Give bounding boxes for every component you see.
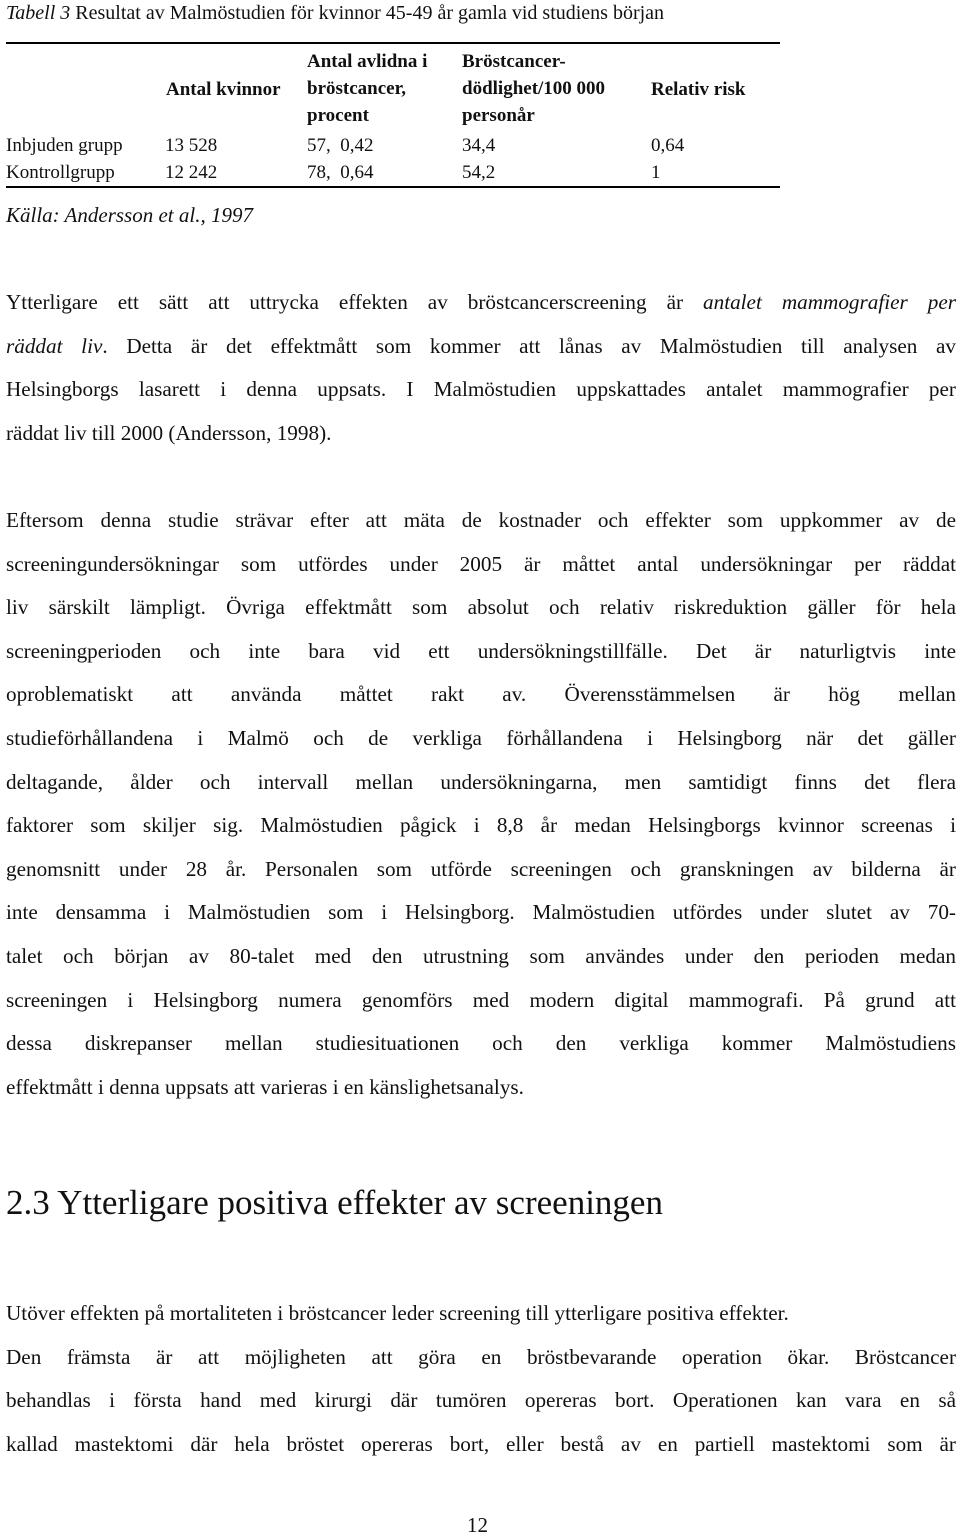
paragraph-line [6,281,956,325]
cell-deceased: 57, 0,42 [307,135,374,156]
header-risk [651,76,745,103]
cell-women: 13 528 [165,135,218,156]
paragraph-effect-measure [6,499,956,1109]
paragraph-line: studieförhållandena i Malmö och de verkliga förhållandena i Helsingborg när det gäller [6,725,956,750]
table-header [6,44,780,132]
cell-group: Inbjuden grupp [6,135,123,156]
paragraph-line: effektmått i denna uppsats att varieras i en känslighetsanalys. [6,1074,524,1099]
paragraph-line: behandlas i första hand med kirurgi där tumören opereras bort. Operationen kan vara en så [6,1388,956,1413]
paragraph-mammography-per-life [6,281,956,455]
paragraph-line: Eftersom denna studie strävar efter att mäta de kostnader och effekter som uppkommer av de [6,508,956,532]
header-women-text: Antal kvinnor [166,79,281,100]
paragraph-line: Den främsta är att möjligheten att göra en bröstbevarande operation ökar. Bröstcancer [6,1344,956,1369]
header-mortality-line-1: Bröstcancer- [462,51,566,72]
emphasis-text: antalet mammografier per [703,290,956,314]
header-deceased-line-1: Antal avlidna i [307,51,428,72]
paragraph-line: screeningundersökningar som utfördes under 2005 är måttet antal undersökningar per räddat [6,551,956,576]
header-risk-text: Relativ risk [651,79,746,100]
paragraph-line: talet och början av 80-talet med den utrustning som användes under den perioden medan [6,943,956,968]
paragraph-line: inte densamma i Malmöstudien som i Helsingborg. Malmöstudien utfördes under slutet av 70- [6,900,956,925]
paragraph-line: räddat liv till 2000 (Andersson, 1998). [6,420,332,445]
table-source: Källa: Andersson et al., 1997 [6,203,253,227]
cell-mortality: 34,4 [462,135,496,156]
paragraph-line [6,325,956,369]
cell-group: Kontrollgrupp [6,162,115,183]
paragraph-line: screeningen i Helsingborg numera genomförs med modern digital mammografi. På grund att [6,987,956,1012]
paragraph-line: genomsnitt under 28 år. Personalen som utförde screeningen och granskningen av bilderna är [6,856,956,881]
paragraph-line: liv särskilt lämpligt. Övriga effektmått som absolut och relativ riskreduktion gäller för hela [6,595,956,620]
paragraph-line: screeningperioden och inte bara vid ett undersökningstillfälle. Det är naturligtvis inte [6,638,956,663]
table-label: Tabell 3 [6,2,71,24]
text-run: Ytterligare ett sätt att uttrycka effekten av bröstcancerscreening är [6,290,703,314]
paragraph-line: Utöver effekten på mortaliteten i bröstcancer leder screening till ytterligare positiva effekter. [6,1301,789,1325]
table-caption [6,0,664,26]
header-mortality-line-2: dödlighet/100 000 [462,78,606,99]
cell-risk: 1 [651,162,661,183]
paragraph-line: kallad mastektomi där hela bröstet opereras bort, eller bestå av en partiell mastektomi som är [6,1431,956,1456]
paragraph-line: deltagande, ålder och intervall mellan undersökningarna, men samtidigt finns det flera [6,769,956,794]
table-caption-text: Resultat av Malmöstudien för kvinnor 45-49 år gamla vid studiens början [70,2,665,24]
paragraph-positive-effects [6,1292,956,1466]
page-number: 12 [467,1513,488,1537]
header-mortality [462,48,605,129]
paragraph-line: Helsingborgs lasarett i denna uppsats. I Malmöstudien uppskattades antalet mammografier per [6,377,956,402]
section-heading: 2.3 Ytterligare positiva effekter av screeningen [6,1183,663,1222]
header-deceased-line-3: procent [307,105,369,126]
paragraph-line: oproblematiskt att använda måttet rakt av. Överensstämmelsen är hög mellan [6,682,956,707]
cell-mortality: 54,2 [462,162,496,183]
cell-risk: 0,64 [651,135,685,156]
results-table [6,42,780,188]
table-row [6,159,780,186]
cell-deceased: 78, 0,64 [307,162,374,183]
header-deceased [307,48,427,129]
header-mortality-line-3: personår [462,105,535,126]
emphasis-text: räddat liv [6,333,103,358]
table-row [6,132,780,159]
cell-women: 12 242 [165,162,218,183]
header-deceased-line-2: bröstcancer, [307,78,407,99]
text-run: . Detta är det effektmått som kommer att lånas av Malmöstudien till analysen av [102,333,956,358]
paragraph-line: faktorer som skiljer sig. Malmöstudien pågick i 8,8 år medan Helsingborgs kvinnor screenas i [6,813,956,838]
paragraph-line: dessa diskrepanser mellan studiesituationen och den verkliga kommer Malmöstudiens [6,1031,956,1056]
header-women [166,76,281,103]
